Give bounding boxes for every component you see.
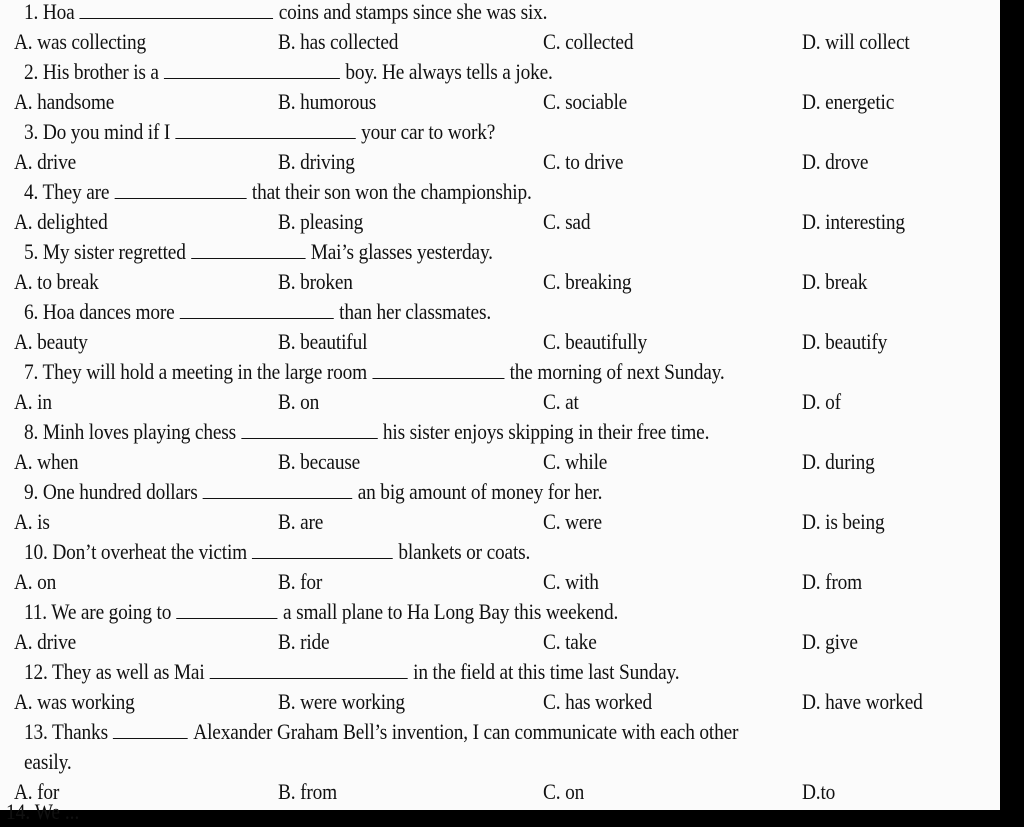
option-c[interactable]: C. at — [543, 389, 579, 414]
question-text-after-blank: his sister enjoys skipping in their free time. — [382, 419, 710, 444]
question-text-after-blank: blankets or coats. — [398, 539, 531, 564]
option-d[interactable]: D. energetic — [802, 89, 895, 114]
option-a[interactable]: A. when — [14, 449, 79, 474]
question-text: 8. Minh loves playing chess — [24, 419, 236, 444]
options-row-1 — [0, 27, 1000, 57]
option-b[interactable]: B. broken — [278, 269, 353, 294]
option-c[interactable]: C. sociable — [543, 89, 628, 114]
option-a[interactable]: A. on — [14, 569, 57, 594]
question-text-after-blank: boy. He always tells a joke. — [345, 59, 553, 84]
question-text-after-blank: than her classmates. — [339, 299, 492, 324]
option-b[interactable]: B. pleasing — [278, 209, 364, 234]
options-row-11 — [0, 627, 1000, 657]
option-d[interactable]: D. interesting — [802, 209, 905, 234]
options-row-6 — [0, 327, 1000, 357]
question-12 — [24, 657, 679, 687]
option-d[interactable]: D. from — [802, 569, 863, 594]
question-text: 12. They as well as Mai — [24, 659, 205, 684]
question-9 — [24, 477, 602, 507]
option-b[interactable]: B. has collected — [278, 29, 399, 54]
option-a[interactable]: A. drive — [14, 149, 77, 174]
question-10 — [24, 537, 530, 567]
options-row-4 — [0, 207, 1000, 237]
option-a[interactable]: A. drive — [14, 629, 77, 654]
option-d[interactable]: D. break — [802, 269, 868, 294]
option-b[interactable]: B. beautiful — [278, 329, 368, 354]
question-7 — [24, 357, 725, 387]
question-text: 11. We are going to — [24, 599, 172, 624]
answer-blank[interactable] — [180, 300, 334, 319]
question-6 — [24, 297, 491, 327]
question-text: 2. His brother is a — [24, 59, 159, 84]
answer-blank[interactable] — [203, 480, 353, 499]
option-a[interactable]: A. for — [14, 779, 60, 804]
question-text: 10. Don’t overheat the victim — [24, 539, 248, 564]
answer-blank[interactable] — [175, 120, 355, 139]
option-a[interactable]: A. in — [14, 389, 52, 414]
answer-blank[interactable] — [210, 660, 408, 679]
option-c[interactable]: C. on — [543, 779, 585, 804]
option-c[interactable]: C. with — [543, 569, 599, 594]
question-5 — [24, 237, 493, 267]
option-c[interactable]: C. sad — [543, 209, 591, 234]
question-2 — [24, 57, 553, 87]
option-b[interactable]: B. from — [278, 779, 338, 804]
option-a[interactable]: A. handsome — [14, 89, 115, 114]
question-text-after-blank: an big amount of money for her. — [357, 479, 603, 504]
option-c[interactable]: C. has worked — [543, 689, 653, 714]
question-text-after-blank: coins and stamps since she was six. — [278, 0, 548, 24]
question-continuation: easily. — [24, 749, 72, 774]
question-text: 9. One hundred dollars — [24, 479, 198, 504]
question-text: 1. Hoa — [24, 0, 75, 24]
option-d[interactable]: D. beautify — [802, 329, 888, 354]
question-text: 4. They are — [24, 179, 110, 204]
option-b[interactable]: B. were working — [278, 689, 405, 714]
option-b[interactable]: B. on — [278, 389, 320, 414]
options-row-2 — [0, 87, 1000, 117]
question-text: 13. Thanks — [24, 719, 108, 744]
option-d[interactable]: D.to — [802, 779, 836, 804]
options-row-13 — [0, 777, 1000, 807]
question-13 — [24, 717, 738, 747]
option-c[interactable]: C. beautifully — [543, 329, 648, 354]
question-text: 3. Do you mind if I — [24, 119, 171, 144]
option-c[interactable]: C. were — [543, 509, 602, 534]
option-a[interactable]: A. delighted — [14, 209, 108, 234]
option-d[interactable]: D. during — [802, 449, 875, 474]
options-row-7 — [0, 387, 1000, 417]
option-d[interactable]: D. give — [802, 629, 858, 654]
cut-off-next-question: 14. We ... — [6, 799, 80, 824]
question-text-after-blank: the morning of next Sunday. — [509, 359, 725, 384]
option-a[interactable]: A. beauty — [14, 329, 88, 354]
question-4 — [24, 177, 532, 207]
question-text-after-blank: Mai’s glasses yesterday. — [310, 239, 493, 264]
answer-blank[interactable] — [177, 600, 278, 619]
option-b[interactable]: B. because — [278, 449, 361, 474]
question-11 — [24, 597, 618, 627]
option-d[interactable]: D. of — [802, 389, 841, 414]
answer-blank[interactable] — [191, 240, 305, 259]
options-row-8 — [0, 447, 1000, 477]
question-3 — [24, 117, 495, 147]
answer-blank[interactable] — [372, 360, 504, 379]
option-c[interactable]: C. collected — [543, 29, 634, 54]
option-a[interactable]: A. to break — [14, 269, 99, 294]
options-row-5 — [0, 267, 1000, 297]
options-row-9 — [0, 507, 1000, 537]
option-b[interactable]: B. ride — [278, 629, 330, 654]
question-text-after-blank: Alexander Graham Bell’s invention, I can communicate with each other — [193, 719, 739, 744]
answer-blank[interactable] — [113, 720, 188, 739]
option-a[interactable]: A. is — [14, 509, 50, 534]
question-text-after-blank: in the field at this time last Sunday. — [413, 659, 680, 684]
option-d[interactable]: D. have worked — [802, 689, 923, 714]
option-d[interactable]: D. drove — [802, 149, 869, 174]
question-text-after-blank: a small plane to Ha Long Bay this weekend. — [283, 599, 619, 624]
option-b[interactable]: B. for — [278, 569, 323, 594]
question-text-after-blank: your car to work? — [361, 119, 496, 144]
options-row-10 — [0, 567, 1000, 597]
answer-blank[interactable] — [241, 420, 377, 439]
option-c[interactable]: C. breaking — [543, 269, 632, 294]
answer-blank[interactable] — [252, 540, 393, 559]
answer-blank[interactable] — [115, 180, 247, 199]
question-8 — [24, 417, 709, 447]
options-row-3 — [0, 147, 1000, 177]
option-c[interactable]: C. take — [543, 629, 597, 654]
option-d[interactable]: D. is being — [802, 509, 885, 534]
question-text: 6. Hoa dances more — [24, 299, 175, 324]
question-text: 5. My sister regretted — [24, 239, 186, 264]
option-b[interactable]: B. are — [278, 509, 324, 534]
answer-blank[interactable] — [80, 0, 274, 19]
option-a[interactable]: A. was collecting — [14, 29, 146, 54]
question-1 — [24, 0, 547, 27]
options-row-12 — [0, 687, 1000, 717]
option-b[interactable]: B. humorous — [278, 89, 377, 114]
question-text-after-blank: that their son won the championship. — [251, 179, 532, 204]
option-a[interactable]: A. was working — [14, 689, 135, 714]
option-d[interactable]: D. will collect — [802, 29, 910, 54]
answer-blank[interactable] — [164, 60, 340, 79]
option-c[interactable]: C. while — [543, 449, 608, 474]
option-c[interactable]: C. to drive — [543, 149, 624, 174]
option-b[interactable]: B. driving — [278, 149, 355, 174]
question-text: 7. They will hold a meeting in the large room — [24, 359, 368, 384]
